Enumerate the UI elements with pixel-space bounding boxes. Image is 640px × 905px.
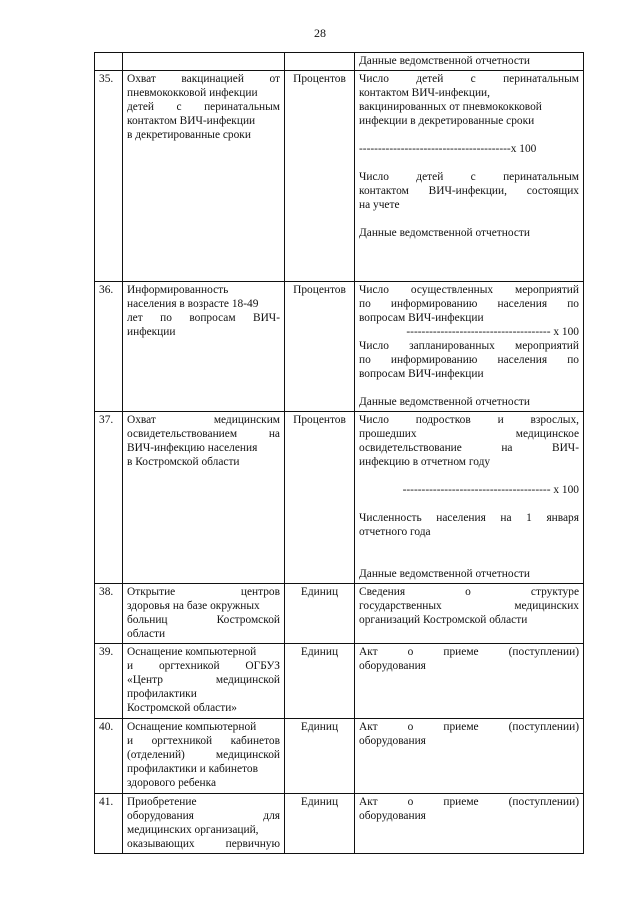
indicator-name-line: Костромской области» [127, 702, 237, 714]
data-source: Данные ведомственной отчетности [359, 396, 530, 408]
indicator-name-cell [123, 53, 285, 71]
data-source-line: Сведения о структуре [359, 586, 579, 598]
formula-numerator-line: по информированию населения по [359, 298, 579, 310]
unit: Единиц [285, 584, 355, 644]
fraction-line: ----------------------------------------х 100 [359, 143, 537, 155]
indicator-name-line: Оснащение компьютерной [127, 646, 257, 658]
data-source-line: Акт о приеме (поступлении) [359, 646, 579, 658]
row-number: 39. [95, 644, 123, 719]
indicator-name-line: ВИЧ-инфекцию населения [127, 442, 258, 454]
indicator-name-line: лет по вопросам ВИЧ- [127, 312, 280, 324]
indicator-name-line: области [127, 628, 166, 640]
row-number: 41. [95, 794, 123, 854]
indicator-name-line: профилактики и кабинетов [127, 763, 258, 775]
fraction-line: -------------------------------------- х 100 [406, 326, 579, 338]
table-row [95, 584, 584, 644]
unit: Единиц [285, 719, 355, 794]
unit: Процентов [285, 282, 355, 412]
indicator-name-line: контактом ВИЧ-инфекции [127, 115, 256, 127]
indicator-name-cell [123, 794, 285, 854]
formula-numerator-line: контактом ВИЧ-инфекции, [359, 87, 490, 99]
formula-denominator-line: Число запланированных мероприятий [359, 340, 579, 352]
formula-numerator-line: Число подростков и взрослых, [359, 414, 579, 426]
table-row [95, 794, 584, 854]
table-row [95, 412, 584, 584]
indicator-name-line: «Центр медицинской [127, 674, 280, 686]
indicator-name-cell [123, 584, 285, 644]
indicator-name-line: профилактики [127, 688, 197, 700]
formula-numerator-line: инфекцию в отчетном году [359, 456, 491, 468]
formula-numerator-line: Число детей с перинатальным [359, 73, 579, 85]
fraction-line: --------------------------------------- х 100 [402, 484, 579, 496]
table-row [95, 53, 584, 71]
row-number: 35. [95, 71, 123, 282]
data-source-line: Акт о приеме (поступлении) [359, 796, 579, 808]
indicator-name-line: здоровья на базе окружных [127, 600, 260, 612]
formula-numerator-line: прошедших медицинское [359, 428, 579, 440]
indicator-name-cell [123, 719, 285, 794]
indicator-name-line: и оргтехникой кабинетов [127, 735, 280, 747]
formula-denominator-line: по информированию населения по [359, 354, 579, 366]
indicator-name-cell [123, 71, 285, 282]
row-number-cell [95, 53, 123, 71]
formula-denominator-line: контактом ВИЧ-инфекции, состоящих [359, 185, 579, 197]
unit: Процентов [285, 71, 355, 282]
indicator-name-line: Оснащение компьютерной [127, 721, 257, 733]
page-number: 28 [314, 26, 326, 40]
table-row [95, 282, 584, 412]
source-cell [355, 794, 584, 854]
indicator-name-line: Открытие центров [127, 586, 280, 598]
unit-cell [285, 53, 355, 71]
data-source-line: Акт о приеме (поступлении) [359, 721, 579, 733]
unit: Единиц [285, 794, 355, 854]
source-cell [355, 71, 584, 282]
data-source-line: государственных медицинских [359, 600, 579, 612]
data-source-line: оборудования [359, 735, 426, 747]
indicator-name-cell [123, 282, 285, 412]
data-source-line: оборудования [359, 810, 426, 822]
table-row [95, 71, 584, 282]
source-cell [355, 282, 584, 412]
source-cell [355, 412, 584, 584]
indicator-name-line: инфекции [127, 326, 176, 338]
formula-numerator-line: освидетельствование на ВИЧ- [359, 442, 579, 454]
indicator-name-line: оборудования для [127, 810, 280, 822]
indicators-table [94, 52, 584, 854]
formula-denominator-line: Численность населения на 1 января [359, 512, 579, 524]
indicator-name-line: Информированность [127, 284, 229, 296]
formula-denominator-line: вопросам ВИЧ-инфекции [359, 368, 484, 380]
indicator-name-line: детей с перинатальным [127, 101, 280, 113]
indicator-name-line: пневмококковой инфекции [127, 87, 258, 99]
indicator-name-line: в Костромской области [127, 456, 240, 468]
source-cell [355, 584, 584, 644]
data-source: Данные ведомственной отчетности [359, 55, 530, 67]
indicator-name-cell [123, 644, 285, 719]
unit: Единиц [285, 644, 355, 719]
row-number: 37. [95, 412, 123, 584]
formula-numerator-line: Число осуществленных мероприятий [359, 284, 579, 296]
indicator-name-line: в декретированные сроки [127, 129, 251, 141]
indicator-name-line: больниц Костромской [127, 614, 280, 626]
formula-denominator-line: Число детей с перинатальным [359, 171, 579, 183]
source-cell [355, 719, 584, 794]
unit: Процентов [285, 412, 355, 584]
indicator-name-line: Охват медицинским [127, 414, 280, 426]
row-number: 36. [95, 282, 123, 412]
indicator-name-line: медицинских организаций, [127, 824, 259, 836]
formula-numerator-line: вопросам ВИЧ-инфекции [359, 312, 484, 324]
indicator-name-line: Охват вакцинацией от [127, 73, 280, 85]
indicator-name-cell [123, 412, 285, 584]
data-source-line: организаций Костромской области [359, 614, 528, 626]
row-number: 40. [95, 719, 123, 794]
indicator-name-line: освидетельствованием на [127, 428, 280, 440]
source-cell [355, 53, 584, 71]
indicator-name-line: здорового ребенка [127, 777, 217, 789]
indicator-name-line: и оргтехникой ОГБУЗ [127, 660, 280, 672]
data-source: Данные ведомственной отчетности [359, 227, 530, 239]
formula-numerator-line: инфекции в декретированные сроки [359, 115, 535, 127]
row-number: 38. [95, 584, 123, 644]
table-row [95, 644, 584, 719]
data-source: Данные ведомственной отчетности [359, 568, 530, 580]
indicator-name-line: (отделений) медицинской [127, 749, 280, 761]
table-row [95, 719, 584, 794]
indicator-name-line: оказывающих первичную [127, 838, 280, 850]
formula-denominator-line: отчетного года [359, 526, 431, 538]
indicator-name-line: Приобретение [127, 796, 197, 808]
data-source-line: оборудования [359, 660, 426, 672]
formula-numerator-line: вакцинированных от пневмококковой [359, 101, 542, 113]
formula-denominator-line: на учете [359, 199, 400, 211]
indicator-name-line: населения в возрасте 18-49 [127, 298, 259, 310]
source-cell [355, 644, 584, 719]
